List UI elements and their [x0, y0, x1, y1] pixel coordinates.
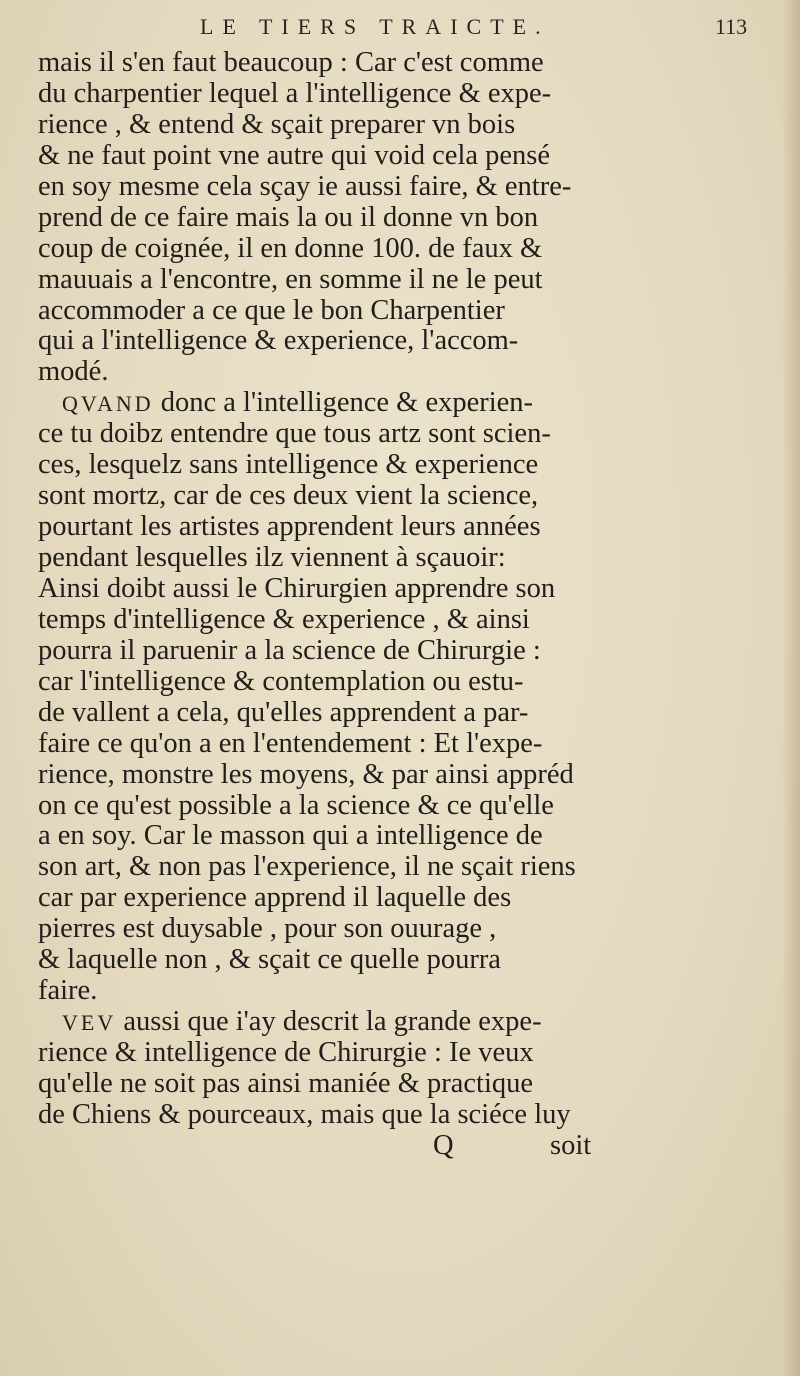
text-line: modé.: [38, 356, 109, 388]
text-line: pierres est duysable , pour son ouurage ,: [38, 913, 497, 945]
text-line: Ainsi doibt aussi le Chirurgien apprendre son: [38, 572, 556, 604]
paragraph-opening-line: [38, 388, 618, 419]
text-line: de Chiens & pourceaux, mais que la sciéce luy: [38, 1098, 571, 1130]
text-line: sont mortz, car de ces deux vient la science,: [38, 480, 539, 512]
text-line: rience , & entend & sçait preparer vn bois: [38, 108, 516, 140]
body-text: [38, 48, 618, 1162]
text-line: pourtant les artistes apprendent leurs années: [38, 511, 541, 543]
text-line: faire.: [38, 975, 98, 1007]
paragraph-initial: VEV: [62, 1010, 117, 1036]
text-line: ces, lesquelz sans intelligence & experience: [38, 449, 539, 481]
text-line: en soy mesme cela sçay ie aussi faire, & entre-: [38, 170, 572, 202]
text-line: pourra il paruenir a la science de Chirurgie :: [38, 634, 541, 666]
text-line: pendant lesquelles ilz viennent à sçauoir:: [38, 542, 506, 573]
opening-line-text: aussi que i'ay descrit la grande expe-: [116, 1006, 542, 1038]
text-line: rience & intelligence de Chirurgie : Ie veux: [38, 1037, 534, 1068]
page-number: 113: [715, 14, 748, 39]
text-line: on ce qu'est possible a la science & ce qu'elle: [38, 789, 554, 821]
paragraph-opening-line: [38, 1007, 618, 1038]
text-line: temps d'intelligence & experience , & ainsi: [38, 603, 530, 635]
opening-line-text: donc a l'intelligence & experien-: [153, 387, 534, 419]
text-line: faire ce qu'on a en l'entendement : Et l'expe-: [38, 727, 543, 759]
text-line: a en soy. Car le masson qui a intelligence de: [38, 820, 543, 852]
text-line: de vallent a cela, qu'elles apprendent a par-: [38, 696, 529, 728]
catchword: soit: [550, 1129, 592, 1161]
text-line: prend de ce faire mais la ou il donne vn bon: [38, 201, 539, 233]
text-line: rience, monstre les moyens, & par ainsi appréd: [38, 758, 574, 790]
text-line: mauuais a l'encontre, en somme il ne le peut: [38, 263, 543, 295]
text-line: & laquelle non , & sçait ce quelle pourra: [38, 944, 501, 976]
text-line: son art, & non pas l'experience, il ne sçait riens: [38, 851, 576, 883]
text-line: & ne faut point vne autre qui void cela pensé: [38, 139, 551, 171]
paragraph-initial: QVAND: [62, 391, 154, 417]
text-line: car l'intelligence & contemplation ou estu-: [38, 665, 524, 697]
text-line: qu'elle ne soit pas ainsi maniée & practique: [38, 1067, 534, 1099]
catchword-row: [38, 1131, 618, 1162]
text-line: accommoder a ce que le bon Charpentier: [38, 294, 505, 326]
running-title: LE TIERS TRAICTE.: [200, 14, 550, 39]
text-line: mais il s'en faut beaucoup : Car c'est comme: [38, 47, 544, 78]
text-line: qui a l'intelligence & experience, l'accom-: [38, 325, 519, 357]
text-line: coup de coignée, il en donne 100. de faux &: [38, 232, 543, 264]
signature-mark: Q: [433, 1129, 454, 1161]
text-line: du charpentier lequel a l'intelligence & expe-: [38, 77, 552, 109]
text-line: car par experience apprend il laquelle des: [38, 882, 512, 914]
text-line: ce tu doibz entendre que tous artz sont scien-: [38, 418, 551, 450]
